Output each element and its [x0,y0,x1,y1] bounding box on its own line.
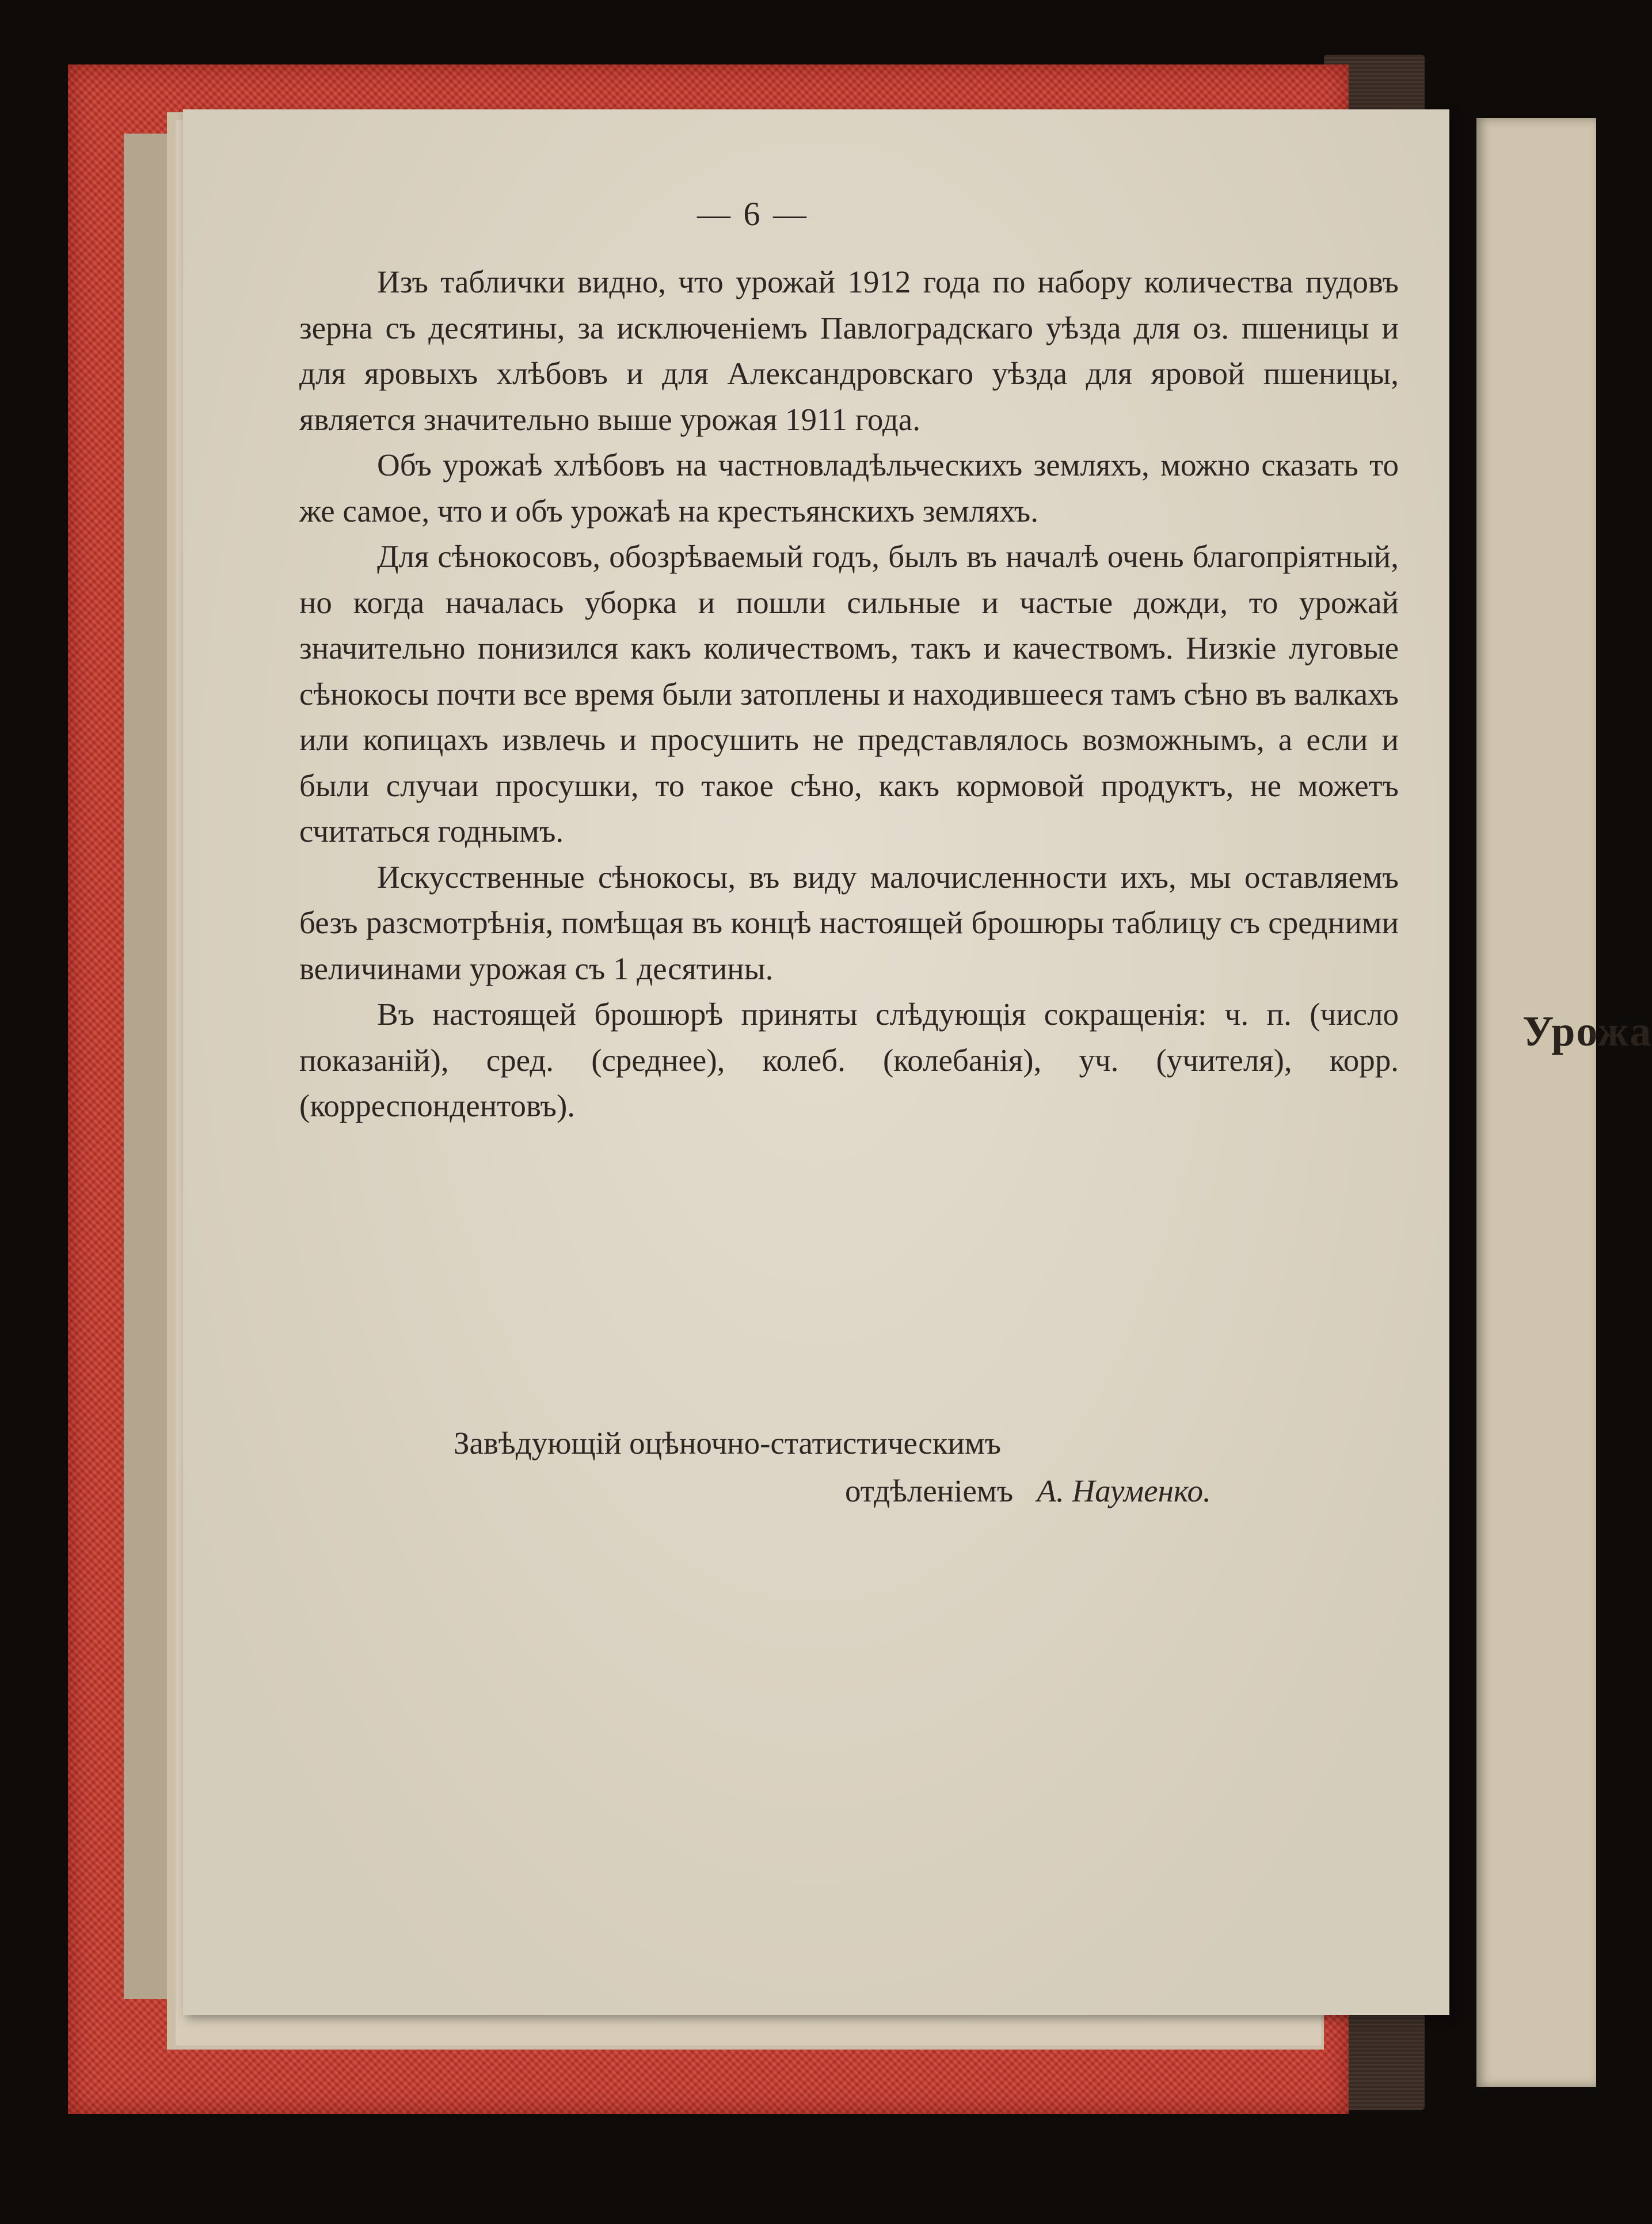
paragraph: Для сѣнокосовъ, обозрѣваемый годъ, былъ въ началѣ очень благопріятный, но когда началась уборка и пошли сильные и частые дожди, то урожай значительно понизился какъ количествомъ, такъ и качествомъ. Низкіе луговые сѣнокосы почти все время были затоплены и находившееся тамъ сѣно въ валкахъ или копицахъ извлечь и просушить не представлялось возможнымъ, а если и были случаи просушки, то такое сѣно, какъ кормовой продуктъ, не можетъ считаться годнымъ. [299,539,1399,849]
paragraph: Искусственные сѣнокосы, въ виду малочисленности ихъ, мы оставляемъ безъ разсмотрѣнія, помѣщая въ концѣ настоящей брошюры таблицу съ средними величинами урожая съ 1 десятины. [299,859,1399,986]
signature-name: А. Науменко. [1037,1473,1211,1508]
paragraph: Въ настоящей брошюрѣ приняты слѣдующія сокращенія: ч. п. (число показаній), сред. (среднее), колеб. (колебанія), уч. (учителя), корр. (корреспондентовъ). [299,997,1399,1123]
signature-spacer [1021,1473,1029,1508]
signature-title: Завѣдующій оцѣночно-статистическимъ [454,1425,1002,1461]
signature-block [454,1419,1317,1515]
page-number: — 6 — [697,195,809,233]
paragraph: Объ урожаѣ хлѣбовъ на частновладѣльческихъ земляхъ, можно сказать то же самое, что и объ урожаѣ на крестьянскихъ земляхъ. [299,447,1399,529]
page-body [299,259,1399,1129]
signature-department: отдѣленіемъ [845,1473,1014,1508]
paragraph: Изъ таблички видно, что урожай 1912 года по набору количества пудовъ зерна съ десятины, за исключеніемъ Павлоградскаго уѣзда для оз. пшеницы и для яровыхъ хлѣбовъ и для Александровскаго уѣзда для яровой пшеницы, является значительно выше урожая 1911 года. [299,264,1399,437]
next-page-heading-fragment: Урожа [1522,1008,1652,1055]
next-page [1476,118,1652,2087]
document-page [183,109,1449,2015]
signature-line [454,1467,1317,1515]
